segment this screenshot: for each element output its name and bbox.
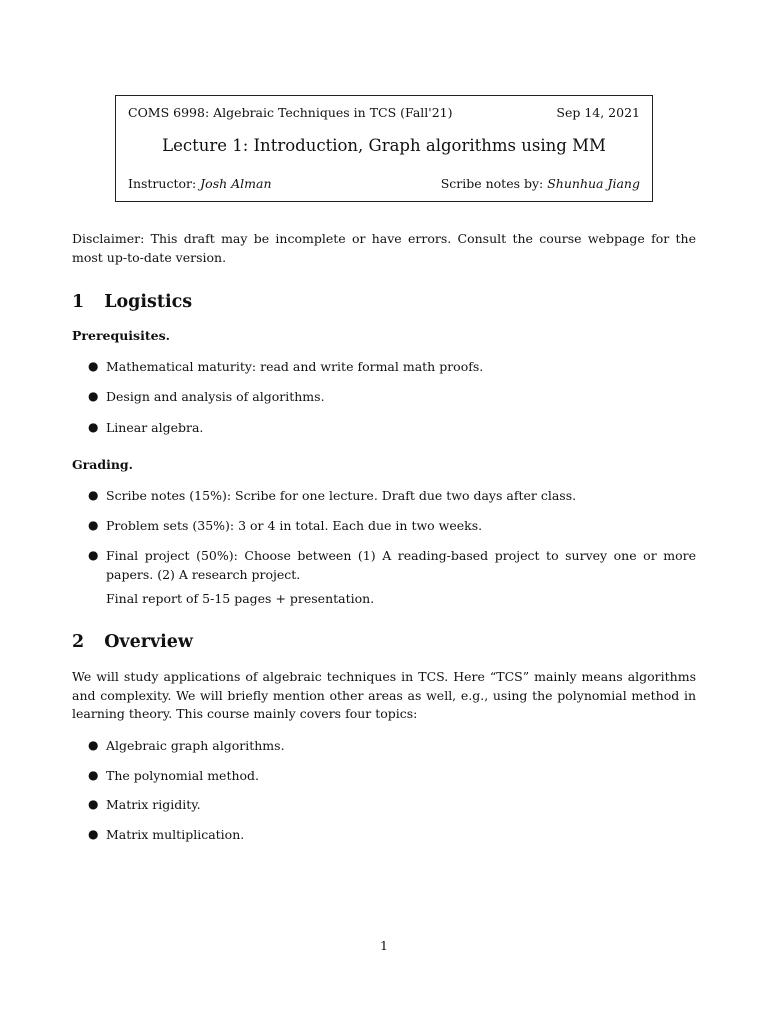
list-item-text: Linear algebra.: [106, 420, 204, 435]
list-item: [88, 516, 696, 535]
bullet-icon: ●: [88, 389, 99, 403]
lecture-date: Sep 14, 2021: [556, 105, 640, 120]
instructor: [128, 176, 272, 191]
list-item: [88, 736, 696, 755]
bullet-icon: ●: [88, 768, 99, 782]
bullet-icon: ●: [88, 359, 99, 373]
list-item-text: Scribe notes (15%): Scribe for one lecture. Draft due two days after class.: [106, 488, 577, 503]
list-item-text: Final project (50%): Choose between (1) A reading-based project to survey one or more papers. (2) A research project.: [106, 548, 696, 582]
prerequisites-heading: Prerequisites.: [72, 328, 170, 343]
section-title: Overview: [104, 632, 193, 652]
list-item: [88, 387, 696, 406]
bullet-icon: ●: [88, 420, 99, 434]
list-item: [88, 546, 696, 584]
list-item: [88, 766, 696, 785]
final-report-note: Final report of 5-15 pages + presentation.: [106, 591, 375, 606]
bullet-icon: ●: [88, 548, 99, 562]
list-item: [88, 795, 696, 814]
bullet-icon: ●: [88, 518, 99, 532]
section-heading-overview: [72, 632, 193, 652]
section-number: 1: [72, 292, 85, 312]
section-title: Logistics: [104, 292, 193, 312]
bullet-icon: ●: [88, 827, 99, 841]
list-item-text: Design and analysis of algorithms.: [106, 389, 325, 404]
header-top-row: [128, 105, 640, 120]
list-item-text: Problem sets (35%): 3 or 4 in total. Each due in two weeks.: [106, 518, 483, 533]
course-name: COMS 6998: Algebraic Techniques in TCS (Fall'21): [128, 105, 453, 120]
list-item-text: Matrix multiplication.: [106, 827, 245, 842]
header-bottom-row: [128, 176, 640, 191]
section-heading-logistics: [72, 292, 192, 312]
list-item-text: The polynomial method.: [106, 768, 260, 783]
list-item: [88, 825, 696, 844]
section-number: 2: [72, 632, 85, 652]
disclaimer: Disclaimer: This draft may be incomplete or have errors. Consult the course webpage for the most up-to-date version.: [72, 231, 696, 265]
list-item: [88, 486, 696, 505]
overview-intro: We will study applications of algebraic techniques in TCS. Here “TCS” mainly means algorithms and complexity. We will briefly mention other areas as well, e.g., using the polynomial method in learning theory. This course mainly covers four topics:: [72, 669, 696, 721]
list-item: [88, 418, 696, 437]
list-item-text: Matrix rigidity.: [106, 797, 201, 812]
scribe: [441, 176, 640, 191]
scribe-name: Shunhua Jiang: [547, 176, 640, 191]
page-number: 1: [380, 938, 388, 953]
bullet-icon: ●: [88, 797, 99, 811]
lecture-title: Lecture 1: Introduction, Graph algorithms using MM: [162, 136, 606, 155]
bullet-icon: ●: [88, 738, 99, 752]
grading-heading: Grading.: [72, 457, 134, 472]
list-item: [88, 357, 696, 376]
scribe-label: Scribe notes by:: [440, 176, 548, 191]
bullet-icon: ●: [88, 488, 99, 502]
list-item-text: Mathematical maturity: read and write formal math proofs.: [106, 359, 484, 374]
list-item-text: Algebraic graph algorithms.: [106, 738, 285, 753]
instructor-name: Josh Alman: [200, 176, 272, 191]
instructor-label: Instructor:: [128, 176, 201, 191]
lecture-header-box: [115, 95, 653, 202]
